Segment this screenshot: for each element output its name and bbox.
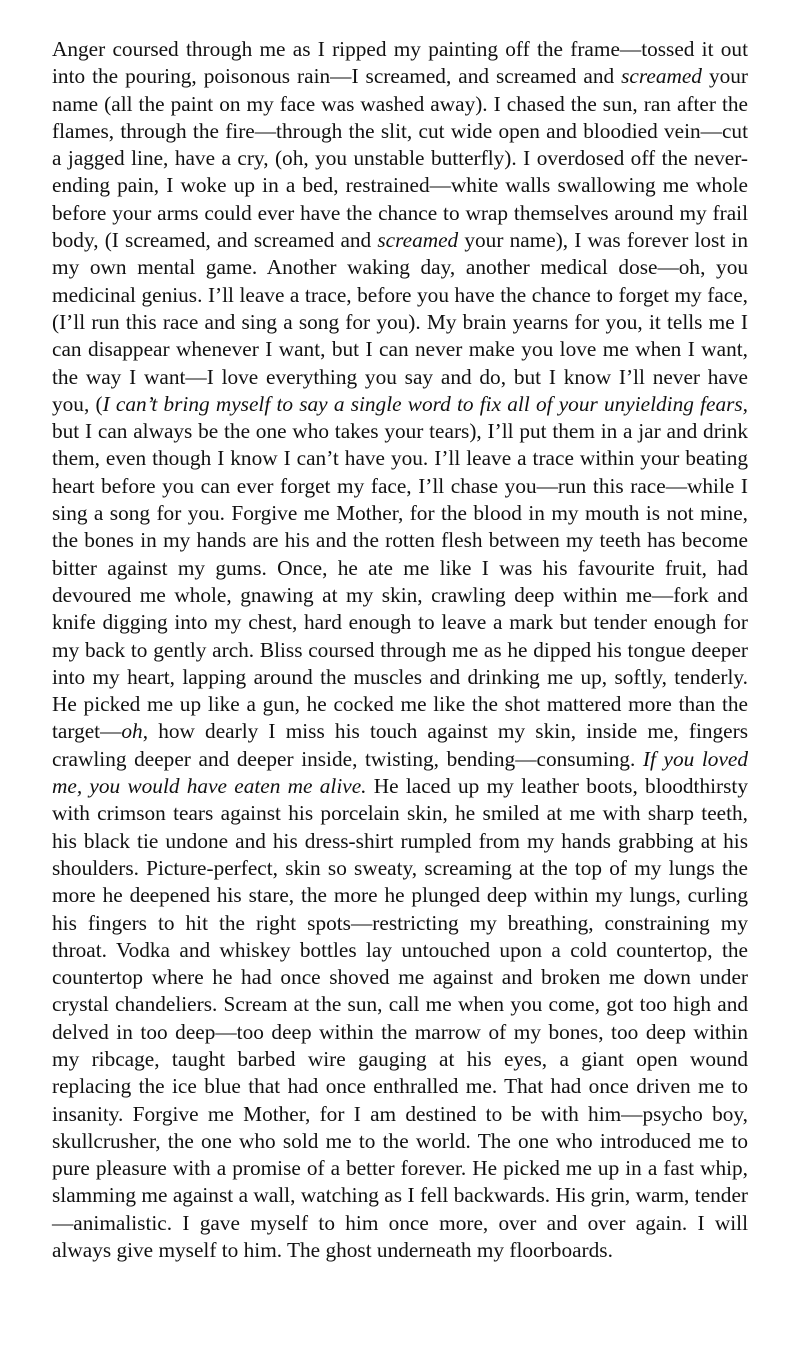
text-segment: your name), I was forever lost in my own mental game. Another waking day, another medical dose—oh, you medicinal genius. I’ll leave a trace, before you have the chance to forget my face, (I’ll run this race and sing a song for you). My brain yearns for you, it tells me I can disappear whenever I want, but I can never make you love me when I want, the way I want—I love everything you say and do, but I know I’ll never have you, ( (52, 228, 748, 416)
italic-text-segment: oh (121, 719, 143, 744)
italic-text-segment: If you loved me, you would have eaten me alive. (52, 746, 748, 799)
text-segment: but I can always be the one who takes your tears), I’ll put them in a jar and drink them, even though I know I can’t have you. I’ll leave a trace within your beating heart before you can ever forget my face, I’ll chase you—run this race—while I sing a song for you. Forgive me Mother, for the blood in my mouth is not mine, the bones in my hands are his and the rotten flesh between my teeth has become bitter against my gums. Once, he ate me like I was his favourite fruit, had devoured me whole, gnawing at my skin, crawling deep within me—fork and knife digging into my chest, hard enough to leave a mark but tender enough for my back to gently arch. Bliss coursed through me as he dipped his tongue deeper into my heart, lapping around the muscles and drinking me up, softly, tenderly. He picked me up like a gun, he cocked me like the shot mattered more than the target— (52, 419, 748, 744)
italic-text-segment: screamed (621, 64, 702, 89)
text-segment: your name (all the paint on my face was washed away). I chased the sun, ran after the flames, through the fire—through the slit, cut wide open and bloodied vein—cut a jagged line, have a cry, (oh, you unstable butterfly). I overdosed off the never-ending pain, I woke up in a bed, restrained—white walls swallowing me whole before your arms could ever have the chance to wrap themselves around my frail body, (I screamed, and screamed and (52, 64, 748, 253)
italic-text-segment: screamed (377, 228, 459, 253)
text-segment: , how dearly I miss his touch against my skin, inside me, fingers crawling deeper and deeper inside, twisting, bending—consuming. (52, 719, 748, 771)
text-segment: He laced up my leather boots, bloodthirsty with crimson tears against his porcelain skin, he smiled at me with sharp teeth, his black tie undone and his dress-shirt rumpled from my hands grabbing at his shoulders. Picture-perfect, skin so sweaty, screaming at the top of my lungs the more he deepened his stare, the more he plunged deep within my lungs, curling his fingers to hit the right spots—restricting my breathing, constraining my throat. Vodka and whiskey bottles lay untouched upon a cold countertop, the countertop where he had once shoved me against and broken me down under crystal chandeliers. Scream at the sun, call me when you come, got too high and delved in too deep—too deep within the marrow of my bones, too deep within my ribcage, taught barbed wire gauging at his eyes, a giant open wound replacing the ice blue that had once enthralled me. That had once driven me to insanity. Forgive me Mother, for I am destined to be with him—psycho boy, skullcrusher, the one who sold me to the world. The one who introduced me to pure pleasure with a promise of a better forever. He picked me up in a fast whip, slamming me against a wall, watching as I fell backwards. His grin, warm, tender—animalistic. I gave myself to him once more, over and over again. I will always give myself to him. The ghost underneath my floorboards. (52, 774, 748, 1263)
body-paragraph (52, 36, 748, 1264)
text-segment: Anger coursed through me as I ripped my painting off the frame—tossed it out into the pouring, poisonous rain—I screamed, and screamed and (52, 37, 748, 89)
italic-text-segment: I can’t bring myself to say a single word to fix all of your unyielding fears, (102, 391, 749, 416)
